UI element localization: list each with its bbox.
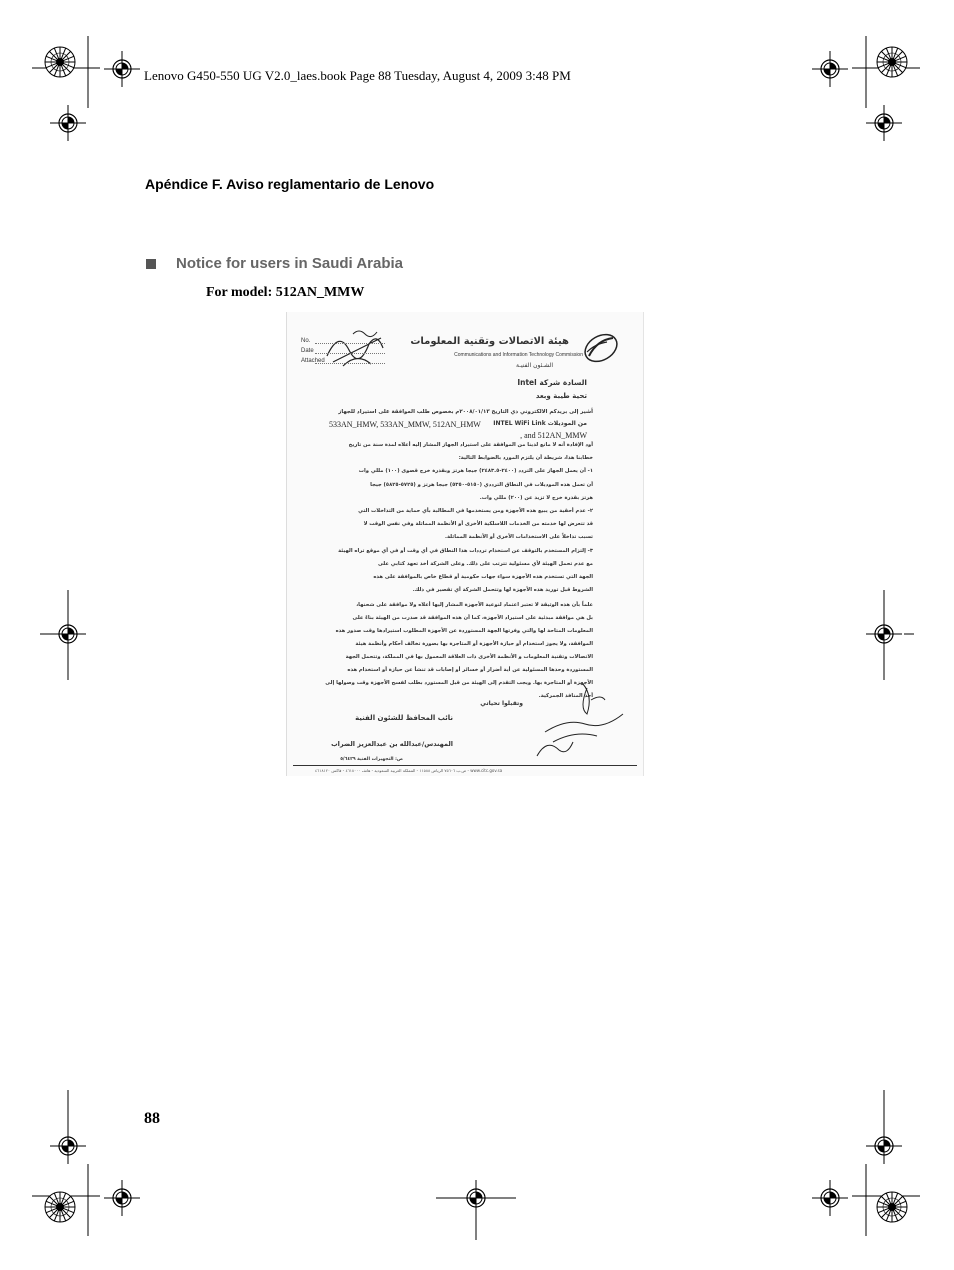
model-list-2: , and 512AN_MMW xyxy=(520,431,587,440)
citc-name-english: Communications and Information Technology Commission xyxy=(454,352,583,358)
letter-body-line: أود الإفادة أنه لا مانع لدينا من الموافقة على استيراد الجهاز المشار إليه أعلاه لمدة سنة من تاريخ xyxy=(348,442,593,448)
letter-body-line: ٣- إلتزام المستخدم بالتوقف عن استخدام ترددات هذا النطاق في أي وقت أو في أي موقع تراه الهيئة xyxy=(338,548,593,554)
letter-body-line: الاتصالات وتقنية المعلومات و الأنظمة الأخرى ذات العلاقة المعمول بها في المملكة، وتتحمل الجهة xyxy=(345,654,593,660)
letter-body-line: قد تتعرض لها خدمته من الخدمات اللاسلكية الأخرى أو الأنظمة المماثلة وفي نفس الوقت لا xyxy=(363,521,593,527)
no-label: No. xyxy=(301,338,311,344)
square-bullet-icon xyxy=(146,259,156,269)
model-list-1: 533AN_HMW, 533AN_MMW, 512AN_HMW xyxy=(329,420,481,429)
attached-label: Attached xyxy=(301,358,325,364)
letter-body-line: أحد المنافذ الجمركية. xyxy=(538,693,593,699)
letter-body-line: المستوردة وحدها المسئولية عن أية أضرار أو خسائر أو إصابات قد تنشأ عن حيازة أو استخدام هذه xyxy=(347,667,593,673)
letter-body-line: أن تعمل هذه الموديلات في النطاق الترددي (٥١٥٠-٥٣٥٠) جيجا هرتز و (٥٧٢٥-٥٨٢٥) جيجا xyxy=(370,482,593,488)
date-label: Date xyxy=(301,348,314,354)
letter-body-line: الجهة التي تستخدم هذه الأجهزة سواء جهات حكومية أو قطاع خاص بالموافقة على هذه xyxy=(373,574,593,580)
chapter-title: Apéndice F. Aviso reglamentario de Lenovo xyxy=(145,176,435,192)
letter-body-line: الشروط قبل توريد هذه الأجهزة لها وتتحمل الشركة أي تقصير في ذلك. xyxy=(412,587,593,593)
scanned-approval-letter xyxy=(286,312,644,776)
signatory-name: المهندس/عبدالله بن عبدالعزيز الضراب xyxy=(331,740,453,748)
footer-address: ص.ب ٧٥٦٠٦ الرياض ١١٥٨٨ - المملكة العربية السعودية - هاتف ٤٦١٨٠٠٠ - فاكس ٤٦١٨١٢٠ - www.citc.gov.sa xyxy=(315,768,503,773)
letter-body-line: المعلومات المتاحة لها والتي وفرتها الجهة المستوردة عن الأجهزة المطلوب استيرادها وقت صدور هذه xyxy=(335,628,593,634)
letter-body-line: علماً بأن هذه الوثيقة لا تعتبر اعتماد لنوعية الأجهزة المشار إليها أعلاه ولا موافقة على شحنها، xyxy=(356,602,593,608)
letter-greeting: تحية طيبة وبعد xyxy=(535,392,587,400)
letter-intro: أشير إلى بريدكم الالكتروني ذي التاريخ ٢٠٠٨/٠١/١٣م بخصوص طلب الموافقة على استيراد للجهاز xyxy=(338,409,593,415)
letter-body-line: تسبب تداخلاً على الاستخدامات الأخرى أو الأنظمة المماثلة. xyxy=(445,534,593,540)
section-heading xyxy=(146,255,403,272)
citc-logo-icon xyxy=(581,330,621,366)
footer-reference: ص: التجهيزات الفنية ٥/٦٤٢٩ xyxy=(340,757,403,762)
letter-body-line: بل هي موافقة مبدئية على استيراد الأجهزة، كما أن هذه الموافقة قد صدرت من الهيئة بناءً على xyxy=(352,615,593,621)
section-title: Notice for users in Saudi Arabia xyxy=(176,255,403,272)
model-list-arabic: من الموديلات INTEL WiFi Link xyxy=(493,420,587,427)
letter-body-line: ٢- عدم أحقية من يبيع هذه الأجهزة ومن يستخدمها في المطالبة بأي حماية من التداخلات التي xyxy=(358,508,593,514)
signatory-title: نائب المحافظ للشئون الفنية xyxy=(355,714,453,722)
letter-body-line: الأجهزة أو المتاجرة بها. ويجب التقدم إلى الهيئة من قبل المستورد بطلب لفسح الأجهزة وقت وصولها إلى xyxy=(325,680,593,686)
print-header: Lenovo G450-550 UG V2.0_laes.book Page 88 Tuesday, August 4, 2009 3:48 PM xyxy=(144,68,571,83)
department-name: الشـئون الفنيـة xyxy=(516,362,553,369)
letter-addressee: السادة شركة Intel xyxy=(517,378,587,387)
letter-body-line: مع عدم تحمل الهيئة لأي مسئولية تترتب على ذلك. وعلى الشركة أخذ تعهد كتابي على xyxy=(378,561,593,567)
letter-body-line: هرتز بقدرة خرج لا تزيد عن (٢٠٠) مللي وات. xyxy=(479,495,593,501)
letter-closing: وتقبلوا تحياتي xyxy=(480,700,523,707)
handwritten-signature-icon xyxy=(527,674,627,764)
page-number: 88 xyxy=(144,1110,160,1127)
citc-name-arabic: هيئة الاتصالات وتقنية المعلومات xyxy=(410,336,569,347)
model-line: For model: 512AN_MMW xyxy=(206,285,365,300)
letter-body-line: ١- أن يعمل الجهاز على التردد (٢٤٠٠-٢٤٨٣.٥) جيجا هرتز وبقدرة خرج قصوى (١٠٠) مللي وات xyxy=(358,468,593,474)
letter-body-line: الموافقة، ولا يجوز استخدام أو حيازة الأجهزة أو المتاجرة بها بصورة تخالف أحكام وأنظمة هيئة xyxy=(355,641,593,647)
letter-body-line: خطابنا هذا، شريطة أن يلتزم المورد بالضوابط التالية: xyxy=(458,455,593,461)
